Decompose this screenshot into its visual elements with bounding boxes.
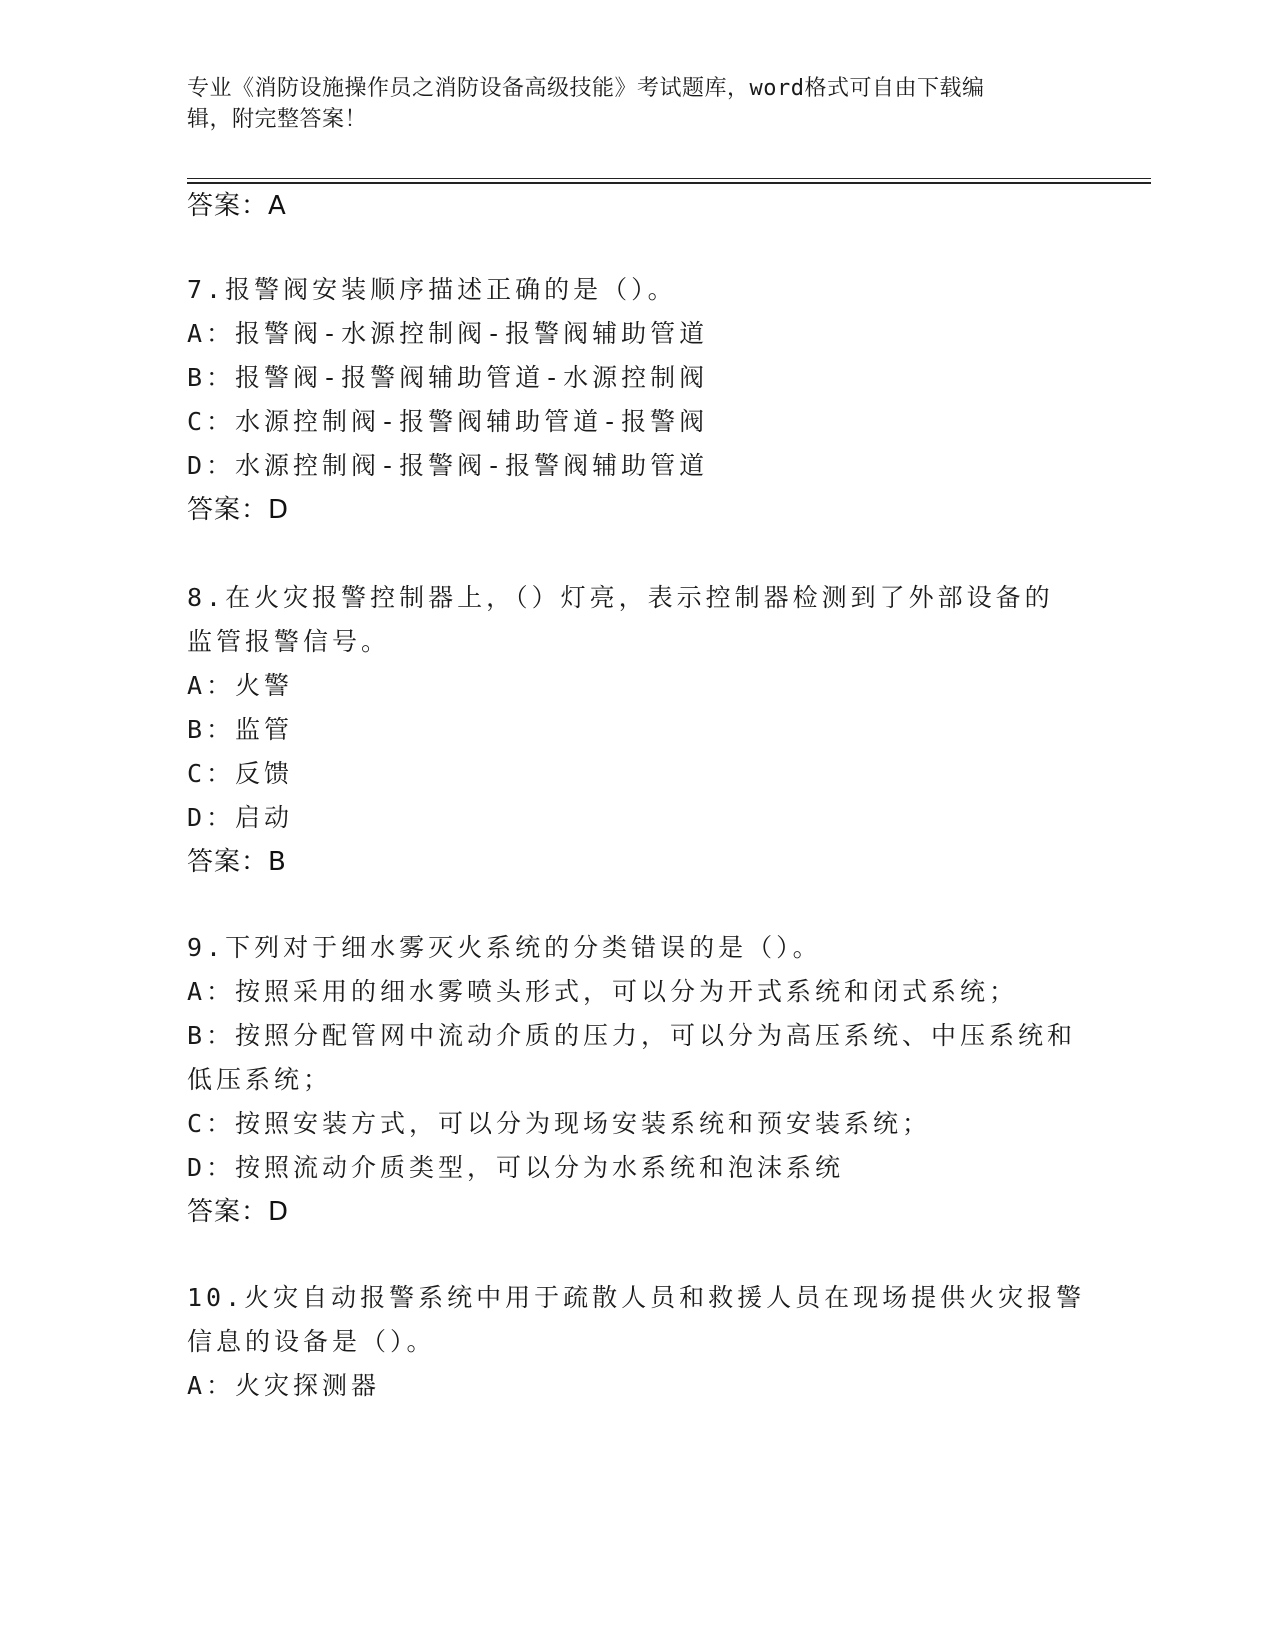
question-8-option-b: B：监管 (187, 715, 294, 744)
question-8-stem-line-2: 监管报警信号。 (187, 627, 391, 656)
header-divider-thick (187, 182, 1151, 184)
question-8-option-c: C：反馈 (187, 759, 294, 788)
question-9-option-b-line-1: B：按照分配管网中流动介质的压力，可以分为高压系统、中压系统和 (187, 1021, 1077, 1050)
header-line-2: 辑，附完整答案！ (187, 107, 368, 132)
answer-prev: 答案：A (187, 191, 287, 221)
question-7-option-a: A：报警阀-水源控制阀-报警阀辅助管道 (187, 319, 709, 348)
question-9-answer: 答案：D (187, 1197, 290, 1227)
question-9-option-d: D：按照流动介质类型，可以分为水系统和泡沫系统 (187, 1153, 845, 1182)
question-8-option-d: D：启动 (187, 803, 294, 832)
question-7-stem: 7.报警阀安装顺序描述正确的是（）。 (187, 275, 677, 304)
question-8-option-a: A：火警 (187, 671, 294, 700)
question-7-answer: 答案：D (187, 495, 290, 525)
question-7-option-c: C：水源控制阀-报警阀辅助管道-报警阀 (187, 407, 709, 436)
header-line-1: 专业《消防设施操作员之消防设备高级技能》考试题库，word格式可自由下载编 (187, 76, 985, 101)
header-divider-thin (187, 178, 1151, 179)
question-10-option-a: A：火灾探测器 (187, 1371, 381, 1400)
question-10-stem-line-2: 信息的设备是（）。 (187, 1327, 436, 1356)
question-7-option-d: D：水源控制阀-报警阀-报警阀辅助管道 (187, 451, 709, 480)
question-10-stem-line-1: 10.火灾自动报警系统中用于疏散人员和救援人员在现场提供火灾报警 (187, 1283, 1086, 1312)
question-9-option-c: C：按照安装方式，可以分为现场安装系统和预安装系统； (187, 1109, 932, 1138)
question-9-option-b-line-2: 低压系统； (187, 1065, 333, 1094)
question-8-stem-line-1: 8.在火灾报警控制器上，（）灯亮，表示控制器检测到了外部设备的 (187, 583, 1054, 612)
question-8-answer: 答案：B (187, 847, 287, 877)
question-7-option-b: B：报警阀-报警阀辅助管道-水源控制阀 (187, 363, 709, 392)
question-9-option-a: A：按照采用的细水雾喷头形式，可以分为开式系统和闭式系统； (187, 977, 1019, 1006)
document-header (187, 73, 1087, 135)
question-9-stem: 9.下列对于细水雾灭火系统的分类错误的是（）。 (187, 933, 822, 962)
